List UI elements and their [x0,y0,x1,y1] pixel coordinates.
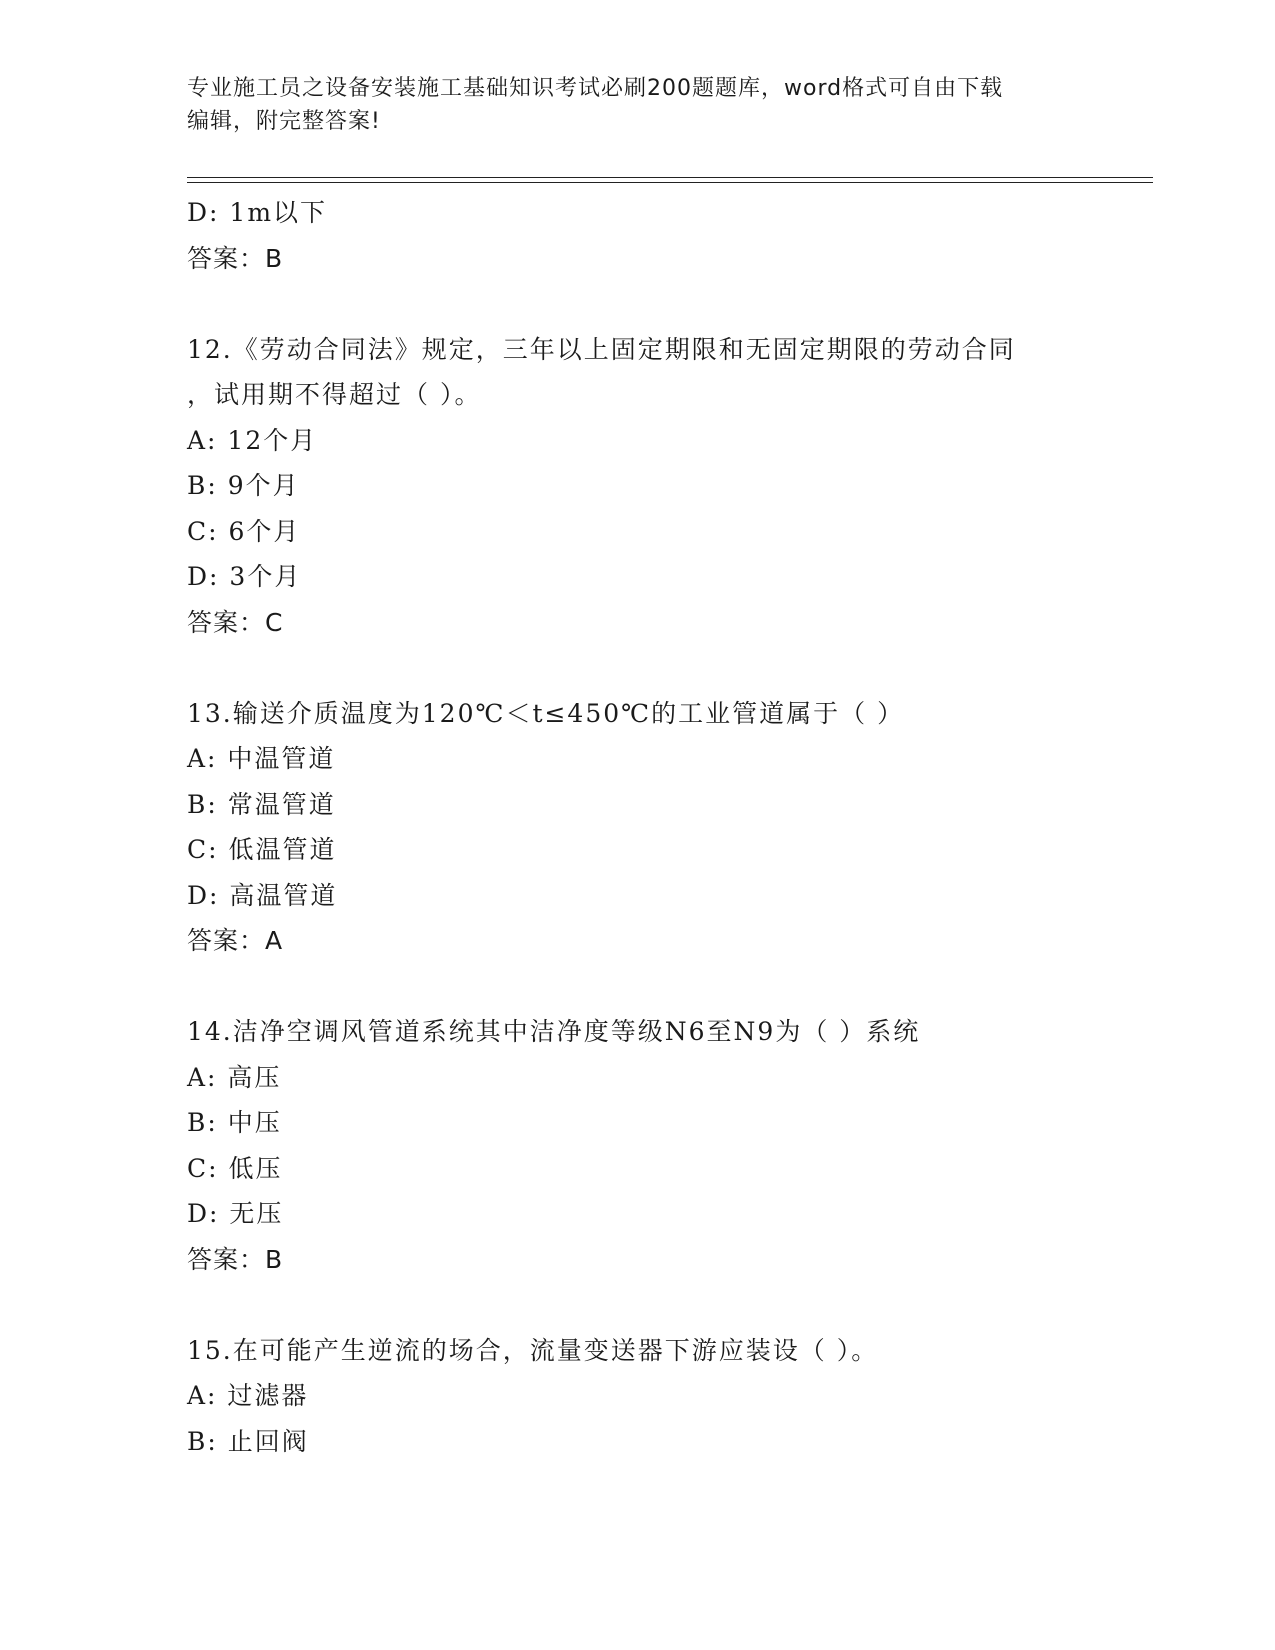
question-stem: 14.洁净空调风管道系统其中洁净度等级N6至N9为（ ）系统 [187,1017,921,1046]
option-a: A: 中温管道 [187,744,336,773]
option-a: A: 12个月 [187,425,318,455]
option-b: B: 中压 [187,1108,282,1137]
answer: 答案：A [187,926,284,955]
option-c: C: 低温管道 [187,835,337,864]
option-b: B: 9个月 [187,471,300,500]
option-a: A: 高压 [187,1062,282,1092]
option-c: C: 6个月 [187,516,301,546]
question-15 [187,1328,1087,1465]
header-divider-top [187,177,1153,178]
document-header [187,72,1087,138]
option-d: D: 高温管道 [187,880,338,910]
question-stem: 15.在可能产生逆流的场合，流量变送器下游应装设（ ）。 [187,1335,879,1365]
answer: 答案：C [187,607,284,637]
question-stem: 12.《劳动合同法》规定，三年以上固定期限和无固定期限的劳动合同 [187,334,1016,364]
spacer [187,1282,1087,1328]
answer: 答案：B [187,1244,284,1274]
question-stem: 13.输送介质温度为120℃＜t≤450℃的工业管道属于（ ） [187,698,905,728]
question-12 [187,327,1087,646]
option-a: A: 过滤器 [187,1381,309,1410]
option-b: B: 常温管道 [187,789,336,819]
document-body [187,190,1087,1464]
spacer [187,964,1087,1010]
question-13 [187,691,1087,964]
option-b: B: 止回阀 [187,1426,309,1456]
spacer [187,645,1087,691]
spacer [187,281,1087,327]
header-title-line-1: 专业施工员之设备安装施工基础知识考试必刷200题题库，word格式可自由下载 [187,76,1004,101]
question-14 [187,1009,1087,1282]
header-title-line-2: 编辑，附完整答案! [187,109,381,134]
prev-answer: 答案：B [187,243,284,273]
header-divider-bottom [187,182,1153,183]
option-d: D: 3个月 [187,562,302,591]
option-c: C: 低压 [187,1153,283,1183]
question-stem-continued: ，试用期不得超过（ ）。 [187,380,482,409]
option-d: D: 无压 [187,1199,284,1228]
prev-option-d: D: 1m以下 [187,198,328,227]
